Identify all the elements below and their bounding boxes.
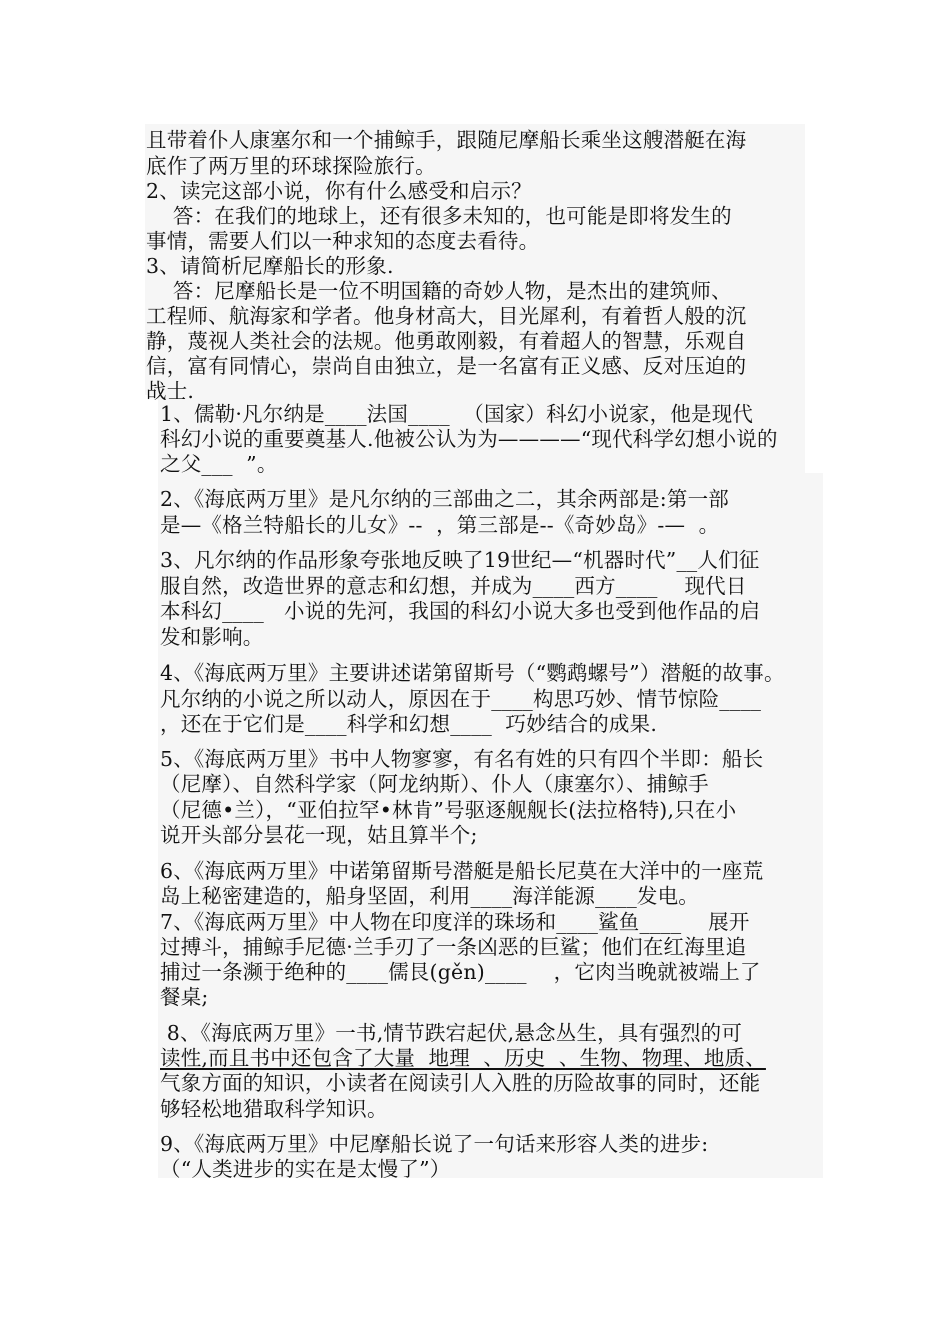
fill-item-8-line: 气象方面的知识，小读者在阅读引人入胜的历险故事的同时，还能	[160, 1071, 761, 1095]
fill-item-7-line: 捕过一条濒于绝种的____儒艮(gěn)____ ，它肉当晚就被端上了	[160, 960, 761, 984]
fill-item-8-line: 读性,而且书中还包含了大量 地理 、历史 、生物、物理、地质、	[160, 1046, 766, 1070]
fill-item-7-line: 7、《海底两万里》中人物在印度洋的珠场和____鲨鱼____ 展开	[160, 910, 750, 934]
fill-item-9-line: （“人类进步的实在是太慢了”）	[160, 1157, 451, 1181]
intro-line: 且带着仆人康塞尔和一个捕鲸手，跟随尼摩船长乘坐这艘潜艇在海	[146, 128, 747, 152]
fill-item-8-line: 够轻松地猎取科学知识。	[160, 1097, 388, 1121]
q3-answer-line: 战士.	[146, 379, 195, 403]
q3-question: 3、请简析尼摩船长的形象.	[146, 254, 394, 278]
q3-answer-line: 静，蔑视人类社会的法规。他勇敢刚毅，有着超人的智慧，乐观自	[146, 329, 747, 353]
intro-line: 底作了两万里的环球探险旅行。	[146, 154, 436, 178]
q3-answer-line: 信，富有同情心，崇尚自由独立，是一名富有正义感、反对压迫的	[146, 354, 747, 378]
q2-question: 2、读完这部小说，你有什么感受和启示？	[146, 179, 532, 203]
fill-item-5-line: 说开头部分昙花一现，姑且算半个;	[160, 823, 478, 847]
fill-item-3-line: 本科幻____ 小说的先河，我国的科幻小说大多也受到他作品的启	[160, 599, 761, 623]
fill-item-3-line: 3、凡尔纳的作品形象夸张地反映了19世纪—“机器时代”__人们征	[160, 548, 760, 572]
fill-item-7-line: 餐桌;	[160, 985, 209, 1009]
fill-item-1-line: 科幻小说的重要奠基人.他被公认为为————“现代科学幻想小说的	[160, 427, 778, 451]
fill-item-1-line: 1、儒勒·凡尔纳是____法国____ （国家）科幻小说家，他是现代	[160, 402, 754, 426]
fill-item-1-line: 之父___ ”。	[160, 452, 278, 476]
q3-answer-line: 答：尼摩船长是一位不明国籍的奇妙人物，是杰出的建筑师、	[146, 279, 732, 303]
fill-item-9-line: 9、《海底两万里》中尼摩船长说了一句话来形容人类的进步:	[160, 1132, 709, 1156]
fill-item-6-line: 6、《海底两万里》中诺第留斯号潜艇是船长尼莫在大洋中的一座荒	[160, 859, 764, 883]
fill-item-3-line: 发和影响。	[160, 625, 264, 649]
fill-item-5-line: 5、《海底两万里》书中人物寥寥，有名有姓的只有四个半即：船长	[160, 747, 764, 771]
fill-item-7-line: 过搏斗，捕鲸手尼德·兰手刃了一条凶恶的巨鲨；他们在红海里追	[160, 935, 747, 959]
q2-answer-line: 答：在我们的地球上，还有很多未知的，也可能是即将发生的	[146, 204, 732, 228]
fill-item-3-line: 服自然，改造世界的意志和幻想，并成为____西方____ 现代日	[160, 574, 747, 598]
q2-answer-line: 事情，需要人们以一种求知的态度去看待。	[146, 229, 540, 253]
fill-item-2-line: 是—《格兰特船长的儿女》-- ，第三部是--《奇妙岛》-— 。	[160, 513, 720, 537]
fill-item-4-line: 凡尔纳的小说之所以动人，原因在于____构思巧妙、情节惊险____	[160, 687, 762, 711]
fill-item-4-line: 4、《海底两万里》主要讲述诺第留斯号（“鹦鹉螺号”）潜艇的故事。	[160, 661, 785, 685]
fill-item-6-line: 岛上秘密建造的，船身坚固，利用____海洋能源____发电。	[160, 884, 699, 908]
q3-answer-line: 工程师、航海家和学者。他身材高大，目光犀利，有着哲人般的沉	[146, 304, 747, 328]
fill-item-5-line: （尼摩）、自然科学家（阿龙纳斯）、仆人（康塞尔）、捕鲸手	[160, 772, 709, 796]
fill-item-2-line: 2、《海底两万里》是凡尔纳的三部曲之二，其余两部是:第一部	[160, 487, 729, 511]
fill-item-8-line: 8、《海底两万里》一书,情节跌宕起伏,悬念丛生，具有强烈的可	[160, 1021, 743, 1045]
fill-item-5-line: （尼德•兰），“亚伯拉罕•林肯”号驱逐舰舰长(法拉格特),只在小	[160, 798, 737, 822]
fill-item-4-line: ，还在于它们是____科学和幻想____ 巧妙结合的成果.	[160, 712, 658, 736]
